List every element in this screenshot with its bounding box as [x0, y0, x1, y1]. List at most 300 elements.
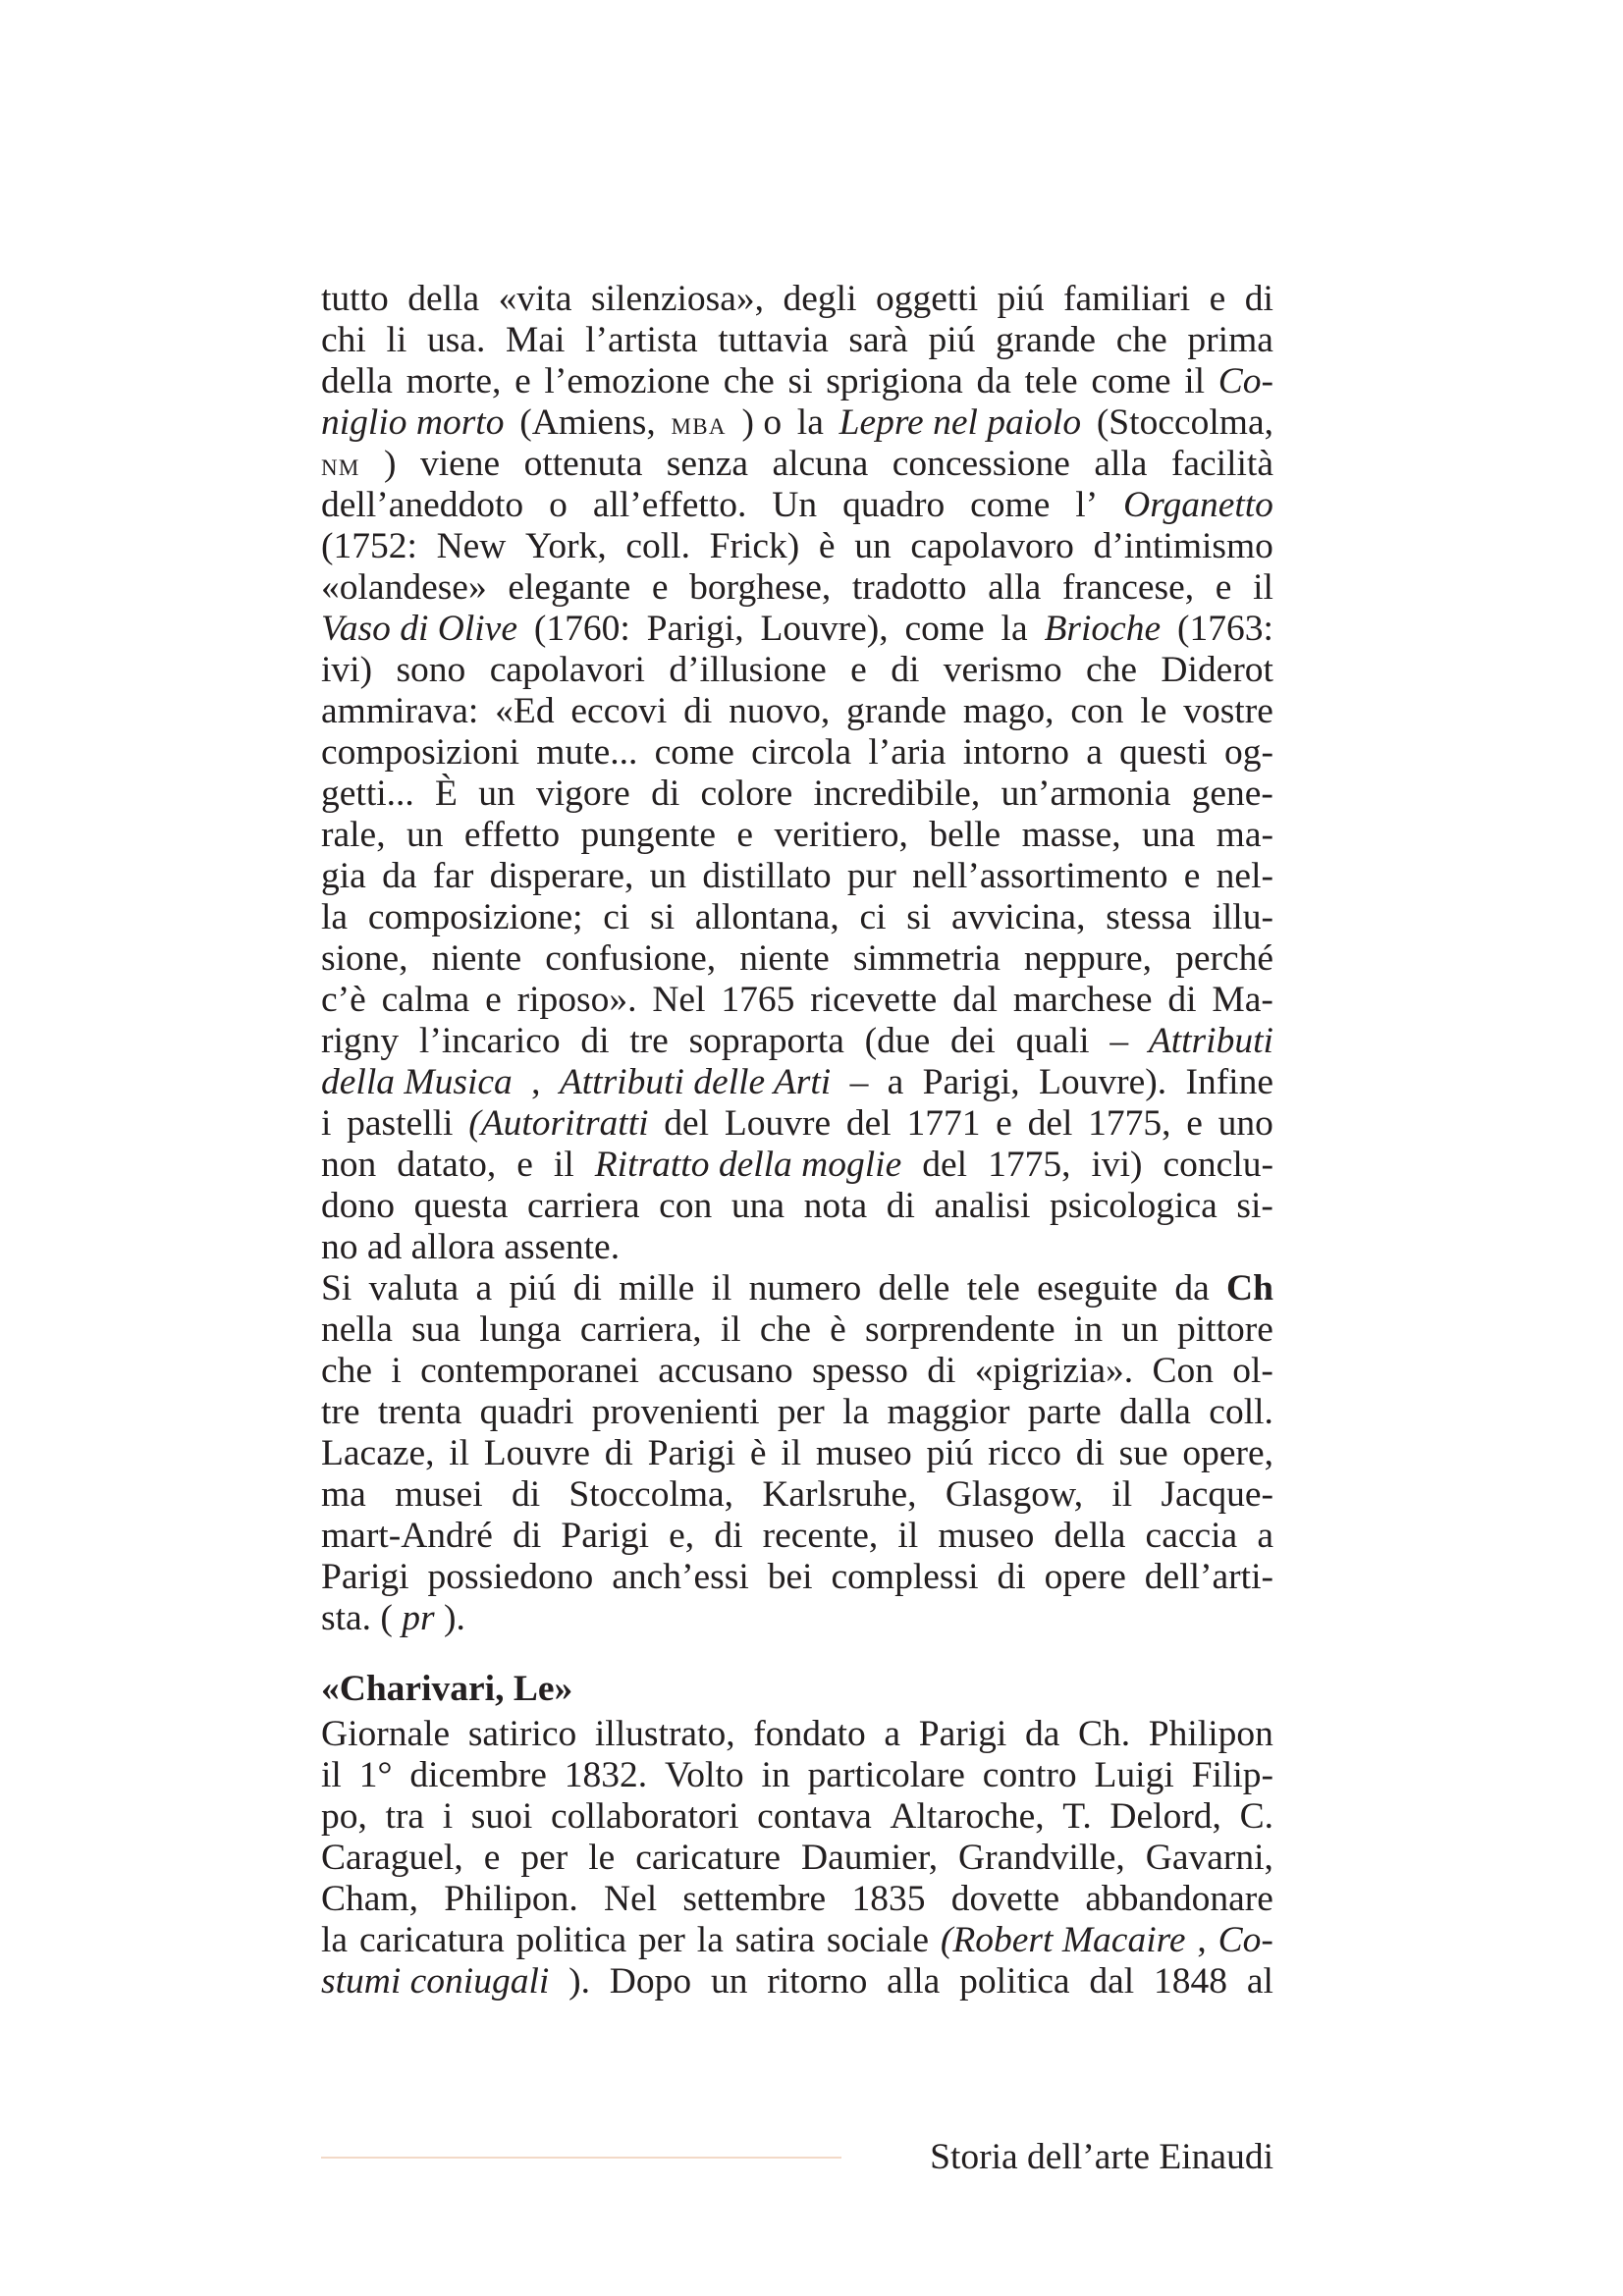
word: calma	[381, 980, 470, 1020]
word: della	[321, 361, 393, 401]
word: Nel	[603, 1879, 658, 1919]
word: tre	[629, 1021, 669, 1061]
word: lunga	[479, 1309, 562, 1350]
word: e	[485, 980, 502, 1020]
word: nota	[803, 1186, 868, 1226]
word: francese,	[1061, 567, 1195, 608]
word: Nel	[652, 980, 706, 1020]
word: «vita	[498, 279, 572, 319]
word: quadro	[842, 485, 946, 525]
word: coll.	[625, 526, 690, 566]
word: d’intimismo	[1093, 526, 1273, 566]
word: in	[761, 1755, 790, 1795]
word: e	[736, 815, 754, 855]
word: Parigi,	[922, 1062, 1020, 1102]
word: borghese,	[689, 567, 832, 608]
word: alla	[988, 567, 1042, 608]
word: si	[650, 897, 676, 937]
word: la	[842, 1392, 870, 1432]
word: ma	[321, 1474, 366, 1515]
word: T.	[1062, 1796, 1092, 1837]
word: spesso	[811, 1351, 908, 1391]
word: contemporanei	[420, 1351, 639, 1391]
word: come	[654, 732, 734, 773]
word: di	[604, 1433, 633, 1473]
word: neppure,	[1023, 938, 1153, 979]
word: a	[884, 1714, 901, 1754]
word: l’	[1075, 485, 1099, 525]
word: (1760:	[533, 609, 630, 649]
word: Philipon.	[444, 1879, 578, 1919]
word: l’aria	[868, 732, 947, 773]
word: Ma-	[1212, 980, 1273, 1020]
word: abbandonare	[1085, 1879, 1273, 1919]
word: Ch	[1226, 1268, 1273, 1308]
word: satira	[734, 1920, 815, 1960]
word: Louvre	[483, 1433, 591, 1473]
word: Dopo	[609, 1961, 692, 2002]
word: pur	[846, 856, 896, 896]
word: Lepre nel paiolo	[839, 402, 1082, 443]
word: un	[406, 815, 444, 855]
word: Altaroche,	[890, 1796, 1045, 1837]
word: ma-	[1216, 815, 1273, 855]
word: 1848	[1154, 1961, 1228, 2002]
text-column	[321, 279, 1273, 2002]
word: dalla	[1119, 1392, 1191, 1432]
text-line	[321, 1598, 1273, 1639]
word: masse,	[1021, 815, 1121, 855]
word: )	[384, 444, 397, 484]
footer-title: Storia dell’arte Einaudi	[930, 2137, 1273, 2177]
word: tuttavia	[718, 320, 829, 360]
word: grande	[996, 320, 1097, 360]
entry-body	[321, 1714, 1273, 2002]
text-line	[321, 1879, 1273, 1920]
word: dei	[950, 1021, 996, 1061]
word: chi	[321, 320, 366, 360]
word: Ch.	[1077, 1714, 1131, 1754]
word: senza	[666, 444, 749, 484]
word: allora	[410, 1227, 496, 1267]
word: che	[1115, 320, 1167, 360]
word: (Stoccolma,	[1096, 402, 1273, 443]
word: dovette	[950, 1879, 1060, 1919]
word: di	[997, 1557, 1026, 1597]
word: mart-André	[321, 1516, 493, 1556]
word: Volto	[665, 1755, 744, 1795]
word: effetto	[463, 815, 561, 855]
entry-heading: «Charivari, Le»	[321, 1669, 573, 1709]
word: psicologica	[1049, 1186, 1217, 1226]
word: caccia	[1145, 1516, 1238, 1556]
word: Delord,	[1109, 1796, 1221, 1837]
word: «olandese»	[321, 567, 487, 608]
word: della	[1054, 1516, 1126, 1556]
word: getti...	[321, 774, 414, 814]
word: vostre	[1183, 691, 1273, 731]
word: un	[854, 526, 892, 566]
word: di	[886, 1186, 915, 1226]
word: composizione;	[367, 897, 583, 937]
text-line	[321, 1961, 1273, 2002]
word: ) o	[741, 402, 783, 443]
word: Vaso di Olive	[321, 609, 517, 649]
text-line	[321, 1433, 1273, 1474]
word: concessione	[892, 444, 1070, 484]
text-line	[321, 444, 1273, 485]
word: museo	[938, 1516, 1035, 1556]
word: Attributi	[1148, 1021, 1273, 1061]
word: analisi	[934, 1186, 1031, 1226]
word: si-	[1236, 1186, 1273, 1226]
word: sprigiona	[826, 361, 963, 401]
word: il	[897, 1516, 919, 1556]
word: grande	[846, 691, 947, 731]
word: (Robert Macaire	[940, 1920, 1186, 1960]
text-line	[321, 402, 1273, 444]
word: –	[1109, 1021, 1129, 1061]
word: alla	[1094, 444, 1148, 484]
word: il	[781, 1433, 802, 1473]
word: al	[1246, 1961, 1273, 2002]
word: la	[696, 1920, 724, 1960]
word: ci	[859, 897, 887, 937]
word: di	[714, 1516, 743, 1556]
word: perché	[1175, 938, 1273, 979]
word: da	[1174, 1268, 1210, 1308]
word: che	[321, 1351, 373, 1391]
word: tre	[321, 1392, 360, 1432]
word: Attributi delle Arti	[559, 1062, 832, 1102]
word: di	[1167, 980, 1197, 1020]
word: «Ed	[495, 691, 555, 731]
word: per	[777, 1392, 825, 1432]
word: Con	[1152, 1351, 1214, 1391]
word: le	[1140, 691, 1167, 731]
word: viene	[419, 444, 501, 484]
text-line	[321, 691, 1273, 732]
word: come	[1091, 361, 1171, 401]
text-line	[321, 1021, 1273, 1062]
word: del	[922, 1145, 968, 1185]
word: e	[483, 1838, 501, 1878]
word: niente	[431, 938, 522, 979]
word: una	[730, 1186, 784, 1226]
word: di	[927, 1351, 956, 1391]
word: di	[572, 1268, 602, 1308]
word: come	[904, 609, 985, 649]
word: un’armonia	[1001, 774, 1171, 814]
word: di	[511, 1474, 541, 1515]
word: e	[516, 1145, 533, 1185]
word: i	[321, 1103, 332, 1144]
word: politica	[959, 1961, 1070, 2002]
word: complessi	[831, 1557, 979, 1597]
word: nell’assortimento	[912, 856, 1168, 896]
word: accusano	[658, 1351, 793, 1391]
word: nuovo,	[729, 691, 831, 731]
word: Grandville,	[958, 1838, 1125, 1878]
word: pittore	[1176, 1309, 1273, 1350]
word: confusione,	[545, 938, 717, 979]
word: questa	[413, 1186, 509, 1226]
word: mille	[619, 1268, 695, 1308]
word: i	[442, 1796, 454, 1837]
text-line	[321, 650, 1273, 691]
word: li	[386, 320, 407, 360]
word: oggetti	[875, 279, 979, 319]
word: tra	[385, 1796, 425, 1837]
word: collaboratori	[550, 1796, 739, 1837]
text-line	[321, 732, 1273, 774]
text-line	[321, 980, 1273, 1021]
word: che	[1085, 650, 1138, 690]
word: questi	[1119, 732, 1208, 773]
word: niglio morto	[321, 402, 505, 443]
text-line	[321, 1474, 1273, 1516]
word: Daumier,	[801, 1838, 939, 1878]
word: disperare,	[489, 856, 634, 896]
text-line	[321, 1755, 1273, 1796]
word: politica	[515, 1920, 627, 1960]
word: morte,	[406, 361, 502, 401]
word: il	[449, 1433, 470, 1473]
word: Karlsruhe,	[762, 1474, 917, 1515]
word: ritorno	[767, 1961, 868, 2002]
text-line	[321, 1268, 1273, 1309]
word: di	[683, 691, 713, 731]
text-line	[321, 1557, 1273, 1598]
word: mba	[671, 405, 727, 441]
word: nel-	[1216, 856, 1273, 896]
word: vigore	[536, 774, 630, 814]
word: far	[432, 856, 474, 896]
word: sione,	[321, 938, 408, 979]
word: suoi	[470, 1796, 533, 1837]
word: da	[1024, 1714, 1060, 1754]
word: belle	[929, 815, 1001, 855]
word: il	[1253, 567, 1273, 608]
word: mute...	[536, 732, 638, 773]
word: sorprendente	[865, 1309, 1055, 1350]
word: la	[1001, 609, 1028, 649]
word: all’effetto.	[592, 485, 747, 525]
word: il	[711, 1268, 732, 1308]
word: sopraporta	[688, 1021, 844, 1061]
text-line	[321, 1351, 1273, 1392]
word: –	[849, 1062, 869, 1102]
text-line	[321, 1103, 1273, 1145]
word: di	[891, 650, 920, 690]
word: no	[321, 1227, 358, 1267]
word: Gavarni,	[1145, 1838, 1273, 1878]
word: simmetria	[852, 938, 1001, 979]
word: i	[391, 1351, 402, 1391]
word: riposo».	[516, 980, 637, 1020]
word: una	[1142, 815, 1196, 855]
word: Louvre).	[1038, 1062, 1167, 1102]
word: veritiero,	[774, 815, 908, 855]
word: (1752:	[321, 526, 417, 566]
word: ad	[366, 1227, 403, 1267]
word: silenziosa»,	[591, 279, 765, 319]
word: anch’essi	[612, 1557, 749, 1597]
word: og-	[1223, 732, 1273, 773]
word: quadri	[479, 1392, 574, 1432]
word: stumi coniugali	[321, 1961, 550, 2002]
word: Parigi	[918, 1714, 1007, 1754]
word: ci	[603, 897, 630, 937]
word: coll.	[1209, 1392, 1273, 1432]
word: piú	[926, 1433, 974, 1473]
text-line	[321, 279, 1273, 320]
word: Glasgow,	[945, 1474, 1084, 1515]
word: fondato	[753, 1714, 866, 1754]
word: dono	[321, 1186, 395, 1226]
word: sue	[1118, 1433, 1168, 1473]
word: la	[321, 897, 349, 937]
word: l’incarico	[418, 1021, 561, 1061]
word: 1771	[906, 1103, 981, 1144]
text-line	[321, 1062, 1273, 1103]
word: sta.	[321, 1598, 372, 1638]
word: sarà	[848, 320, 908, 360]
word: Ritratto della moglie	[594, 1145, 902, 1185]
word: C.	[1239, 1796, 1273, 1837]
word: tradotto	[851, 567, 967, 608]
word: Louvre),	[760, 609, 889, 649]
word: stessa	[1106, 897, 1192, 937]
word: a	[1086, 732, 1103, 773]
word: tele	[1024, 361, 1078, 401]
word: assente.	[504, 1227, 621, 1267]
word: tutto	[321, 279, 389, 319]
word: capolavoro	[910, 526, 1074, 566]
word: Jacque-	[1161, 1474, 1273, 1515]
word: Lacaze,	[321, 1433, 435, 1473]
word: la	[321, 1920, 349, 1960]
word: di	[580, 1021, 610, 1061]
word: è	[830, 1309, 846, 1350]
word: di	[651, 774, 680, 814]
word: ,	[531, 1062, 541, 1102]
word: New	[436, 526, 507, 566]
word: piú	[509, 1268, 557, 1308]
word: si	[906, 897, 932, 937]
word: carriera,	[579, 1309, 702, 1350]
word: un	[649, 856, 687, 896]
word: Parigi	[647, 1433, 736, 1473]
word: Parigi	[321, 1557, 409, 1597]
word: e	[1183, 856, 1201, 896]
word: settembre	[682, 1879, 827, 1919]
text-line	[321, 1796, 1273, 1838]
word: composizioni	[321, 732, 520, 773]
word: illustrato,	[594, 1714, 735, 1754]
word: Philipon	[1148, 1714, 1273, 1754]
word: dell’aneddoto	[321, 485, 524, 525]
word: provenienti	[591, 1392, 760, 1432]
word: Brioche	[1044, 609, 1162, 649]
word: allontana,	[694, 897, 839, 937]
word: d’illusione	[669, 650, 827, 690]
word: ol-	[1232, 1351, 1273, 1391]
word: opere,	[1182, 1433, 1273, 1473]
word: che	[759, 1309, 811, 1350]
word: satirico	[467, 1714, 577, 1754]
word: Un	[772, 485, 818, 525]
word: dal	[1089, 1961, 1135, 2002]
text-line	[321, 1145, 1273, 1186]
word: e	[1215, 567, 1232, 608]
word: in	[1073, 1309, 1104, 1350]
word: 1°	[358, 1755, 393, 1795]
word: della Musica	[321, 1062, 513, 1102]
word: ivi)	[321, 650, 373, 690]
word: sono	[396, 650, 466, 690]
word: un	[1121, 1309, 1159, 1350]
text-line	[321, 526, 1273, 567]
word: con	[1070, 691, 1124, 731]
text-line	[321, 609, 1273, 650]
word: del	[1027, 1103, 1073, 1144]
word: l’artista	[585, 320, 698, 360]
word: intorno	[962, 732, 1070, 773]
word: e	[651, 567, 669, 608]
word: circola	[751, 732, 852, 773]
word: e	[1186, 1103, 1203, 1144]
word: per	[520, 1838, 568, 1878]
word: il	[1184, 361, 1206, 401]
word: degli	[783, 279, 857, 319]
word: (due	[864, 1021, 931, 1061]
word: Diderot	[1161, 650, 1273, 690]
word: come	[970, 485, 1051, 525]
word: la	[796, 402, 824, 443]
word: Organetto	[1123, 485, 1273, 525]
word: il	[1111, 1474, 1133, 1515]
word: Louvre	[724, 1103, 832, 1144]
word: eccovi	[570, 691, 668, 731]
word: con	[659, 1186, 713, 1226]
word: gene-	[1191, 774, 1273, 814]
word: per	[638, 1920, 685, 1960]
word: È	[435, 774, 458, 814]
word: nella	[321, 1309, 393, 1350]
word: tele	[966, 1268, 1020, 1308]
word: maggior	[887, 1392, 1010, 1432]
word: carriera	[527, 1186, 640, 1226]
word: possiedono	[427, 1557, 594, 1597]
text-line	[321, 1838, 1273, 1879]
text-line	[321, 320, 1273, 361]
page-footer	[321, 2138, 1273, 2177]
word: recente,	[762, 1516, 879, 1556]
word: Co-	[1217, 361, 1273, 401]
word: Stoccolma,	[568, 1474, 734, 1515]
word: marchese	[1012, 980, 1153, 1020]
word: da	[976, 361, 1011, 401]
text-line	[321, 815, 1273, 856]
word: Parigi	[561, 1516, 649, 1556]
word: datato,	[397, 1145, 497, 1185]
word: è	[818, 526, 836, 566]
word: uno	[1217, 1103, 1273, 1144]
word: usa.	[426, 320, 486, 360]
text-line	[321, 1920, 1273, 1961]
footer-rule	[321, 2157, 841, 2159]
